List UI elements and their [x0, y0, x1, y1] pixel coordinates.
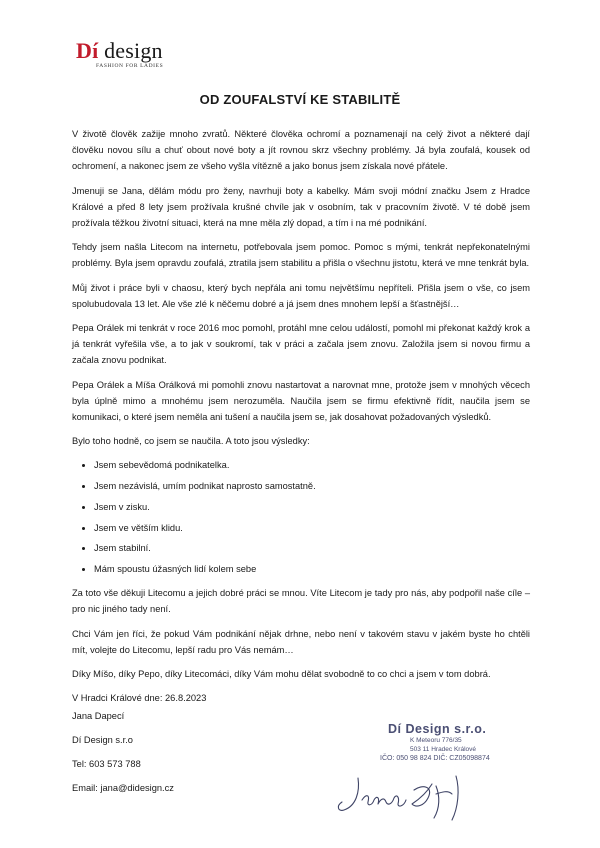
list-item: • Jsem sebevědomá podnikatelka.	[94, 457, 530, 473]
paragraph: Tehdy jsem našla Litecom na internetu, potřebovala jsem pomoc. Pomoc s mými, tenkrát nepřekonatelnými problémy. Byla jsem opravdu zoufalá, ztratila jsem stabilitu a přišla o všechnu jistotu, která ve mne tenkrát byla.	[72, 242, 530, 269]
paragraph: Bylo toho hodně, co jsem se naučila. A toto jsou výsledky:	[72, 436, 310, 447]
list-item: • Jsem nezávislá, umím podnikat naprosto samostatně.	[94, 478, 530, 494]
letter-body	[72, 126, 530, 714]
stamp-company: Dí Design s.r.o.	[388, 722, 487, 736]
logo-tagline: FASHION FOR LADIES	[96, 63, 164, 69]
signatory-email: Email: jana@didesign.cz	[72, 783, 174, 793]
handwritten-signature	[336, 764, 476, 824]
paragraph: V životě člověk zažije mnoho zvratů. Některé člověka ochromí a poznamenají na celý život a některé dají člověku novou sílu a chuť obout nové boty a jít rovnou skrz všechny problémy. Já byla zoufalá, kousek od ochromení, a nakonec jsem ze všeho vyšla vítězně a jako bonus jsem získala nové přátele.	[72, 129, 530, 172]
list-item: • Jsem v zisku.	[94, 499, 530, 515]
list-item: • Jsem stabilní.	[94, 540, 530, 556]
paragraph: Pepa Orálek a Míša Orálková mi pomohli znovu nastartovat a narovnat mne, protože jsem v mnohých věcech byla úplně mimo a mnohému jsem nerozuměla. Naučila jsem se firmu efektivně řídit, naučila jsem se komunikaci, o které jsem neměla ani tušení a naučila jsem se, jak dosahovat požadovaných výsledků.	[72, 379, 530, 423]
signatory-block	[72, 704, 174, 800]
stamp-street: K Meteoru 776/35	[410, 737, 462, 744]
logo-wordmark	[76, 40, 163, 62]
company-stamp	[380, 722, 530, 764]
signatory-phone: Tel: 603 573 788	[72, 759, 141, 769]
paragraph: Díky Míšo, díky Pepo, díky Litecomáci, díky Vám mohu dělat svobodně to co chci a jsem v tom dobrá.	[72, 668, 491, 679]
company-logo	[76, 40, 163, 69]
stamp-ids: IČO: 050 98 824 DIČ: CZ05098874	[380, 755, 490, 762]
paragraph: Jmenuji se Jana, dělám módu pro ženy, navrhuji boty a kabelky. Mám svoji módní značku Jsem z Hradce Králové a před 8 lety jsem prožívala krušné chvíle jak v osobním, tak v pracovním životě. V té době jsem prožívala těžkou životní situaci, která na mne měla zlý dopad, a tím i na mé podnikání.	[72, 185, 530, 229]
place-date: V Hradci Králové dne: 26.8.2023	[72, 693, 207, 704]
logo-di: Dí	[76, 38, 99, 63]
results-list	[72, 457, 530, 577]
list-item: • Jsem ve větším klidu.	[94, 520, 530, 536]
paragraph: Za toto vše děkuji Litecomu a jejich dobré práci se mnou. Víte Litecom je tady pro nás, aby podpořil naše cíle – pro nic jiného tady není.	[72, 588, 530, 615]
signatory-name: Jana Dapecí	[72, 711, 125, 721]
paragraph: Pepa Orálek mi tenkrát v roce 2016 moc pomohl, protáhl mne celou událostí, pomohl mi překonat každý krok a já tenkrát vyřešila vše, a to jak v soukromí, tak v práci a začala jsem znovu. Založila jsem si novou firmu a začala znovu podnikat.	[72, 323, 530, 366]
signatory-company: Dí Design s.r.o	[72, 735, 133, 745]
paragraph: Můj život i práce byli v chaosu, který bych nepřála ani tomu největšímu nepříteli. Přišla jsem o vše, co jsem spolubudovala 13 let. Ale vše zlé k něčemu dobré a já jsem dnes mnohem lepší a šťastnější…	[72, 282, 530, 309]
stamp-city: 503 11 Hradec Králové	[410, 746, 477, 753]
list-item: • Mám spoustu úžasných lidí kolem sebe	[94, 561, 530, 577]
paragraph: Chci Vám jen říci, že pokud Vám podnikání nějak drhne, nebo není v takovém stavu v jakém byste ho chtěli mít, volejte do Litecomu, lepší radu pro Vás nemám…	[72, 628, 530, 655]
document-title: OD ZOUFALSTVÍ KE STABILITĚ	[199, 92, 401, 107]
logo-design: design	[98, 38, 163, 63]
